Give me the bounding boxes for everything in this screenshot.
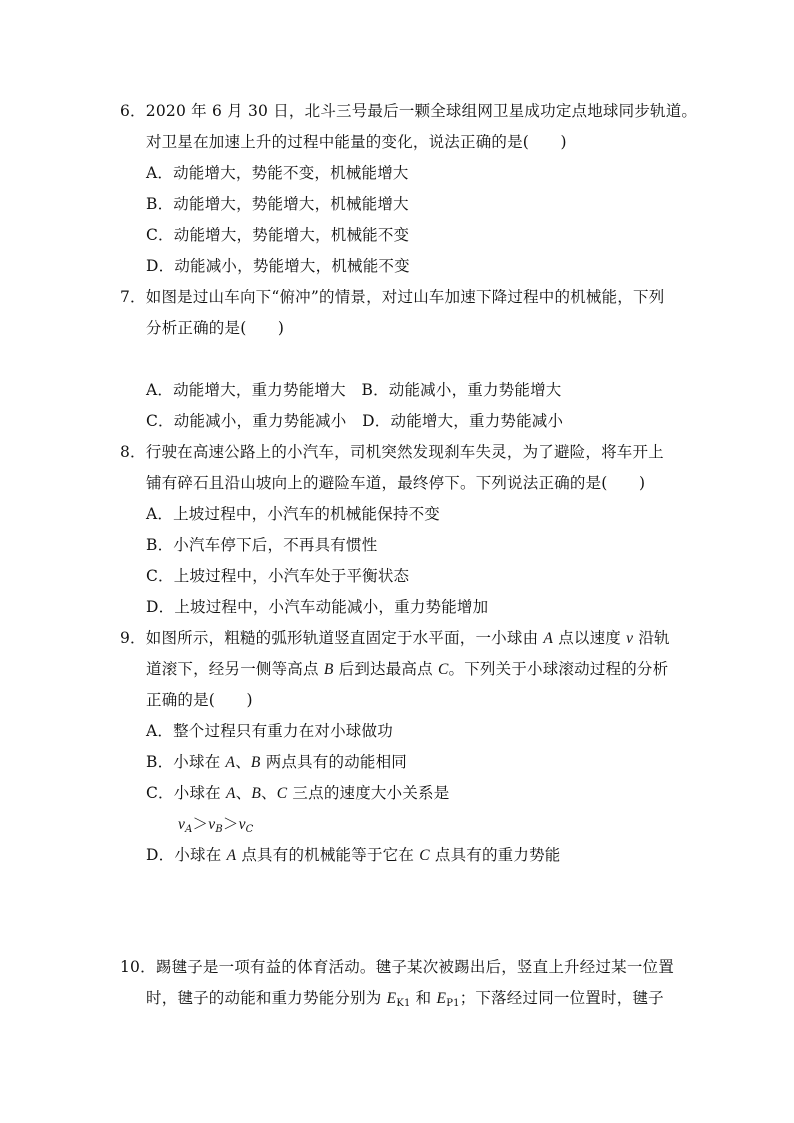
q6-stem-line2: 对卫星在加速上升的过程中能量的变化，说法正确的是( ) (146, 133, 567, 151)
q8-option-a: A．上坡过程中，小汽车的机械能保持不变 (146, 505, 440, 523)
q9-stem-line3: 正确的是( ) (146, 691, 253, 709)
q9-option-c: C．小球在 A、B、C 三点的速度大小关系是 (146, 784, 450, 802)
q7-options-ab: A．动能增大，重力势能增大 B．动能减小，重力势能增大 (146, 381, 562, 399)
q10-stem-line1: 10．踢毽子是一项有益的体育活动。毽子某次被踢出后，竖直上升经过某一位置 (120, 958, 674, 976)
q7-stem-line1: 7．如图是过山车向下“俯冲”的情景，对过山车加速下降过程中的机械能，下列 (120, 288, 665, 306)
q6-option-d: D．动能减小，势能增大，机械能不变 (146, 257, 410, 275)
q6-stem-line1: 6．2020 年 6 月 30 日，北斗三号最后一颗全球组网卫星成功定点地球同步轨道。 (120, 102, 698, 120)
q8-option-b: B．小汽车停下后，不再具有惯性 (146, 536, 378, 554)
q9-stem-line2: 道滚下，经另一侧等高点 B 后到达最高点 C。下列关于小球滚动过程的分析 (146, 660, 669, 678)
q9-stem-line1: 9．如图所示，粗糙的弧形轨道竖直固定于水平面，一小球由 A 点以速度 v 沿轨 (120, 629, 670, 647)
q6-option-b: B．动能增大，势能增大，机械能增大 (146, 195, 409, 213)
q7-stem-line2: 分析正确的是( ) (146, 319, 285, 337)
q9-option-b: B．小球在 A、B 两点具有的动能相同 (146, 753, 408, 771)
q9-velocity-relation: $v_A>v_B>v_C$ (178, 815, 254, 835)
q7-options-cd: C．动能减小，重力势能减小 D．动能增大，重力势能减小 (146, 412, 564, 430)
q10-stem-line2: 时，毽子的动能和重力势能分别为 $E_{K1}$ 和 $E_{P1}$；下落经过同一位置时，毽子 (146, 989, 664, 1009)
q8-option-d: D．上坡过程中，小汽车动能减小，重力势能增加 (146, 598, 489, 616)
q8-stem-line2: 铺有碎石且沿山坡向上的避险车道，最终停下。下列说法正确的是( ) (146, 474, 646, 492)
q9-option-a: A．整个过程只有重力在对小球做功 (146, 722, 393, 740)
q9-option-d: D．小球在 A 点具有的机械能等于它在 C 点具有的重力势能 (146, 846, 561, 864)
q6-option-a: A．动能增大，势能不变，机械能增大 (146, 164, 409, 182)
q8-option-c: C．上坡过程中，小汽车处于平衡状态 (146, 567, 410, 585)
q8-stem-line1: 8．行驶在高速公路上的小汽车，司机突然发现刹车失灵，为了避险，将车开上 (120, 443, 664, 461)
q6-option-c: C．动能增大，势能增大，机械能不变 (146, 226, 410, 244)
